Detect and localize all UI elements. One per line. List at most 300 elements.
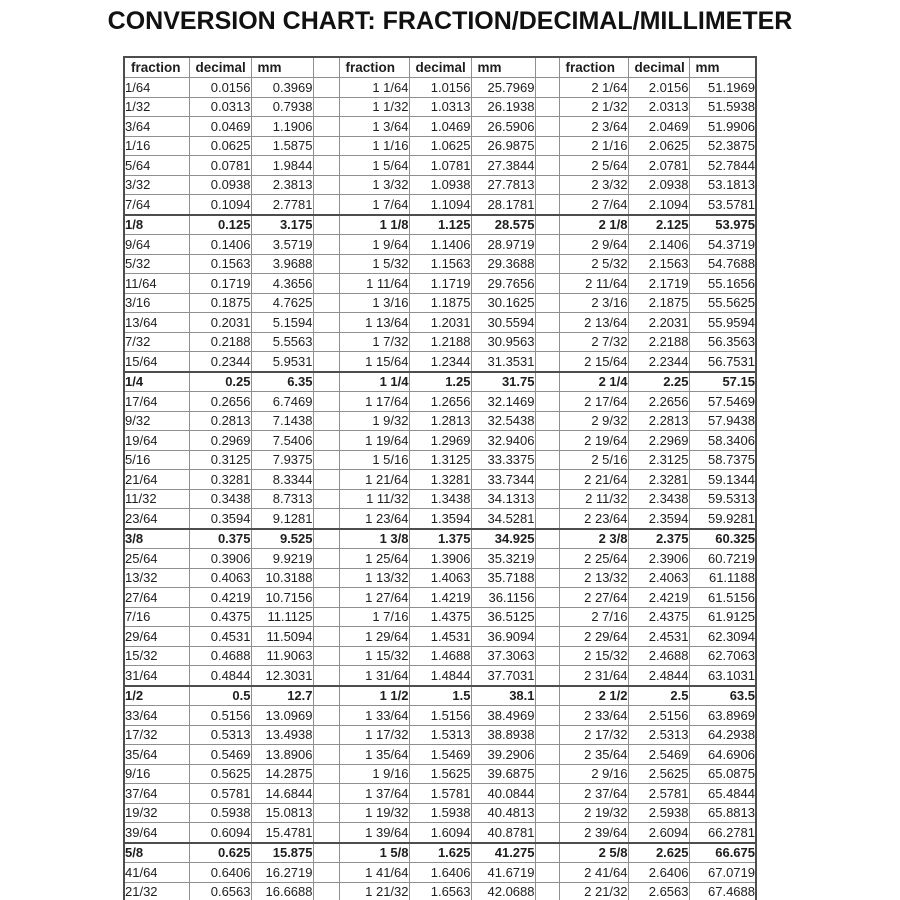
mm-cell: 67.0719 [689, 863, 756, 883]
fraction-cell: 2 37/64 [559, 784, 628, 804]
spacer-cell [535, 882, 559, 900]
conversion-table [123, 56, 757, 900]
decimal-cell: 0.2188 [189, 332, 251, 352]
fraction-cell: 3/32 [124, 175, 189, 195]
spacer-cell [313, 431, 339, 451]
mm-cell: 26.1938 [471, 97, 535, 117]
mm-cell: 30.1625 [471, 293, 535, 313]
spacer-cell [535, 823, 559, 843]
decimal-cell: 0.1875 [189, 293, 251, 313]
decimal-cell: 1.0469 [409, 117, 471, 137]
spacer-cell [535, 274, 559, 294]
spacer-cell [535, 392, 559, 412]
fraction-cell: 15/32 [124, 646, 189, 666]
decimal-cell: 2.2344 [628, 352, 689, 372]
column-header-fraction: fraction [339, 57, 409, 78]
fraction-cell: 7/64 [124, 195, 189, 215]
table-row [124, 588, 756, 608]
spacer-cell [313, 254, 339, 274]
table-row [124, 529, 756, 549]
decimal-cell: 2.4844 [628, 666, 689, 686]
decimal-cell: 0.4219 [189, 588, 251, 608]
decimal-cell: 2.3906 [628, 549, 689, 569]
fraction-cell: 2 39/64 [559, 823, 628, 843]
fraction-cell: 1 1/64 [339, 78, 409, 98]
decimal-cell: 0.25 [189, 372, 251, 392]
decimal-cell: 1.4063 [409, 568, 471, 588]
table-row [124, 156, 756, 176]
fraction-cell: 2 5/16 [559, 450, 628, 470]
spacer-cell [313, 136, 339, 156]
fraction-cell: 2 41/64 [559, 863, 628, 883]
mm-cell: 52.3875 [689, 136, 756, 156]
mm-cell: 57.9438 [689, 411, 756, 431]
decimal-cell: 1.0938 [409, 175, 471, 195]
mm-cell: 1.9844 [251, 156, 313, 176]
decimal-cell: 2.1094 [628, 195, 689, 215]
mm-cell: 8.3344 [251, 470, 313, 490]
mm-cell: 4.3656 [251, 274, 313, 294]
fraction-cell: 1 41/64 [339, 863, 409, 883]
mm-cell: 12.3031 [251, 666, 313, 686]
mm-cell: 30.5594 [471, 313, 535, 333]
table-row [124, 78, 756, 98]
fraction-cell: 2 17/32 [559, 725, 628, 745]
decimal-cell: 0.4531 [189, 627, 251, 647]
decimal-cell: 2.2969 [628, 431, 689, 451]
decimal-cell: 1.4375 [409, 607, 471, 627]
spacer-cell [535, 136, 559, 156]
decimal-cell: 2.5781 [628, 784, 689, 804]
mm-cell: 33.3375 [471, 450, 535, 470]
table-row [124, 803, 756, 823]
table-row [124, 489, 756, 509]
table-row [124, 293, 756, 313]
table-row [124, 136, 756, 156]
decimal-cell: 1.3594 [409, 509, 471, 529]
mm-cell: 38.1 [471, 686, 535, 706]
table-row [124, 392, 756, 412]
fraction-cell: 17/32 [124, 725, 189, 745]
column-header-mm: mm [251, 57, 313, 78]
fraction-cell: 2 5/8 [559, 843, 628, 863]
table-row [124, 568, 756, 588]
fraction-cell: 1 1/16 [339, 136, 409, 156]
fraction-cell: 2 21/32 [559, 882, 628, 900]
fraction-cell: 2 17/64 [559, 392, 628, 412]
mm-cell: 53.5781 [689, 195, 756, 215]
decimal-cell: 0.1406 [189, 235, 251, 255]
decimal-cell: 2.3594 [628, 509, 689, 529]
mm-cell: 7.1438 [251, 411, 313, 431]
table-row [124, 725, 756, 745]
mm-cell: 63.5 [689, 686, 756, 706]
spacer-cell [313, 293, 339, 313]
fraction-cell: 1 17/64 [339, 392, 409, 412]
mm-cell: 65.8813 [689, 803, 756, 823]
spacer-cell [313, 666, 339, 686]
decimal-cell: 0.6563 [189, 882, 251, 900]
fraction-cell: 1 35/64 [339, 745, 409, 765]
mm-cell: 52.7844 [689, 156, 756, 176]
fraction-cell: 1 3/8 [339, 529, 409, 549]
spacer-cell [535, 646, 559, 666]
fraction-cell: 2 27/64 [559, 588, 628, 608]
fraction-cell: 25/64 [124, 549, 189, 569]
decimal-cell: 1.5 [409, 686, 471, 706]
decimal-cell: 0.2031 [189, 313, 251, 333]
mm-cell: 15.0813 [251, 803, 313, 823]
mm-cell: 26.5906 [471, 117, 535, 137]
decimal-cell: 0.3125 [189, 450, 251, 470]
fraction-cell: 7/32 [124, 332, 189, 352]
fraction-cell: 5/8 [124, 843, 189, 863]
mm-cell: 2.7781 [251, 195, 313, 215]
decimal-cell: 1.0625 [409, 136, 471, 156]
fraction-cell: 2 19/32 [559, 803, 628, 823]
fraction-cell: 2 29/64 [559, 627, 628, 647]
fraction-cell: 1 3/32 [339, 175, 409, 195]
fraction-cell: 1 19/64 [339, 431, 409, 451]
mm-cell: 3.5719 [251, 235, 313, 255]
decimal-cell: 1.1719 [409, 274, 471, 294]
decimal-cell: 0.1563 [189, 254, 251, 274]
fraction-cell: 29/64 [124, 627, 189, 647]
table-row [124, 863, 756, 883]
mm-cell: 32.5438 [471, 411, 535, 431]
spacer-cell [535, 470, 559, 490]
mm-cell: 42.0688 [471, 882, 535, 900]
fraction-cell: 1 3/16 [339, 293, 409, 313]
mm-cell: 56.3563 [689, 332, 756, 352]
decimal-cell: 1.1563 [409, 254, 471, 274]
decimal-cell: 0.5 [189, 686, 251, 706]
mm-cell: 66.675 [689, 843, 756, 863]
mm-cell: 15.875 [251, 843, 313, 863]
mm-cell: 33.7344 [471, 470, 535, 490]
table-row [124, 175, 756, 195]
mm-cell: 31.3531 [471, 352, 535, 372]
fraction-cell: 2 3/32 [559, 175, 628, 195]
decimal-cell: 1.3125 [409, 450, 471, 470]
decimal-cell: 1.6563 [409, 882, 471, 900]
mm-cell: 61.5156 [689, 588, 756, 608]
spacer-cell [535, 78, 559, 98]
mm-cell: 40.0844 [471, 784, 535, 804]
fraction-cell: 3/64 [124, 117, 189, 137]
spacer-cell [535, 686, 559, 706]
table-row [124, 764, 756, 784]
spacer-cell [535, 411, 559, 431]
mm-cell: 11.5094 [251, 627, 313, 647]
fraction-cell: 2 3/64 [559, 117, 628, 137]
decimal-cell: 2.3125 [628, 450, 689, 470]
mm-cell: 15.4781 [251, 823, 313, 843]
decimal-cell: 1.1094 [409, 195, 471, 215]
spacer-cell [535, 509, 559, 529]
spacer-cell [313, 489, 339, 509]
spacer-cell [535, 156, 559, 176]
mm-cell: 61.1188 [689, 568, 756, 588]
fraction-cell: 9/64 [124, 235, 189, 255]
table-row [124, 646, 756, 666]
mm-cell: 9.1281 [251, 509, 313, 529]
table-row [124, 706, 756, 726]
decimal-cell: 1.5625 [409, 764, 471, 784]
mm-cell: 34.5281 [471, 509, 535, 529]
decimal-cell: 2.4531 [628, 627, 689, 647]
mm-cell: 54.3719 [689, 235, 756, 255]
fraction-cell: 1 5/32 [339, 254, 409, 274]
decimal-cell: 2.5938 [628, 803, 689, 823]
decimal-cell: 1.4531 [409, 627, 471, 647]
spacer-cell [535, 549, 559, 569]
fraction-cell: 1 39/64 [339, 823, 409, 843]
spacer-cell [535, 489, 559, 509]
table-row [124, 274, 756, 294]
decimal-cell: 0.0156 [189, 78, 251, 98]
spacer-cell [313, 745, 339, 765]
mm-cell: 13.4938 [251, 725, 313, 745]
decimal-cell: 2.3281 [628, 470, 689, 490]
mm-cell: 41.6719 [471, 863, 535, 883]
mm-cell: 8.7313 [251, 489, 313, 509]
decimal-cell: 1.5938 [409, 803, 471, 823]
decimal-cell: 1.2031 [409, 313, 471, 333]
spacer-cell [535, 843, 559, 863]
spacer-cell [313, 450, 339, 470]
spacer-cell [313, 392, 339, 412]
spacer-cell [313, 235, 339, 255]
mm-cell: 40.4813 [471, 803, 535, 823]
mm-cell: 37.3063 [471, 646, 535, 666]
decimal-cell: 1.375 [409, 529, 471, 549]
mm-cell: 10.3188 [251, 568, 313, 588]
fraction-cell: 2 1/8 [559, 215, 628, 235]
mm-cell: 27.7813 [471, 175, 535, 195]
mm-cell: 5.1594 [251, 313, 313, 333]
mm-cell: 10.7156 [251, 588, 313, 608]
table-row [124, 549, 756, 569]
decimal-cell: 1.0156 [409, 78, 471, 98]
mm-cell: 30.9563 [471, 332, 535, 352]
column-header-mm: mm [689, 57, 756, 78]
decimal-cell: 2.375 [628, 529, 689, 549]
header-row [124, 57, 756, 78]
spacer-cell [313, 97, 339, 117]
spacer-cell [313, 803, 339, 823]
fraction-cell: 21/64 [124, 470, 189, 490]
mm-cell: 38.8938 [471, 725, 535, 745]
fraction-cell: 1 1/32 [339, 97, 409, 117]
table-row [124, 117, 756, 137]
spacer-cell [535, 450, 559, 470]
mm-cell: 63.1031 [689, 666, 756, 686]
mm-cell: 39.6875 [471, 764, 535, 784]
spacer-cell [535, 293, 559, 313]
decimal-cell: 0.3281 [189, 470, 251, 490]
fraction-cell: 35/64 [124, 745, 189, 765]
spacer-cell [313, 725, 339, 745]
mm-cell: 14.6844 [251, 784, 313, 804]
spacer-cell [535, 352, 559, 372]
mm-cell: 28.9719 [471, 235, 535, 255]
fraction-cell: 1 31/64 [339, 666, 409, 686]
fraction-cell: 2 19/64 [559, 431, 628, 451]
decimal-cell: 0.6406 [189, 863, 251, 883]
fraction-cell: 1 11/64 [339, 274, 409, 294]
decimal-cell: 1.0781 [409, 156, 471, 176]
fraction-cell: 2 33/64 [559, 706, 628, 726]
decimal-cell: 0.2969 [189, 431, 251, 451]
mm-cell: 3.9688 [251, 254, 313, 274]
mm-cell: 61.9125 [689, 607, 756, 627]
fraction-cell: 1 5/64 [339, 156, 409, 176]
mm-cell: 41.275 [471, 843, 535, 863]
spacer-cell [313, 352, 339, 372]
spacer-cell [313, 863, 339, 883]
mm-cell: 0.3969 [251, 78, 313, 98]
fraction-cell: 2 31/64 [559, 666, 628, 686]
spacer-cell [313, 843, 339, 863]
mm-cell: 51.1969 [689, 78, 756, 98]
mm-cell: 27.3844 [471, 156, 535, 176]
fraction-cell: 1 9/32 [339, 411, 409, 431]
fraction-cell: 19/64 [124, 431, 189, 451]
mm-cell: 29.7656 [471, 274, 535, 294]
decimal-cell: 2.0781 [628, 156, 689, 176]
mm-cell: 53.1813 [689, 175, 756, 195]
fraction-cell: 2 9/16 [559, 764, 628, 784]
mm-cell: 62.7063 [689, 646, 756, 666]
fraction-cell: 11/32 [124, 489, 189, 509]
spacer-cell [535, 175, 559, 195]
fraction-cell: 1 7/64 [339, 195, 409, 215]
decimal-cell: 0.5156 [189, 706, 251, 726]
fraction-cell: 2 21/64 [559, 470, 628, 490]
fraction-cell: 1 7/32 [339, 332, 409, 352]
table-row [124, 352, 756, 372]
spacer-cell [313, 117, 339, 137]
mm-cell: 51.9906 [689, 117, 756, 137]
decimal-cell: 2.2188 [628, 332, 689, 352]
fraction-cell: 2 7/64 [559, 195, 628, 215]
spacer-cell [535, 57, 559, 78]
spacer-cell [313, 529, 339, 549]
decimal-cell: 1.2188 [409, 332, 471, 352]
mm-cell: 67.4688 [689, 882, 756, 900]
spacer-cell [535, 588, 559, 608]
mm-cell: 11.1125 [251, 607, 313, 627]
table-row [124, 745, 756, 765]
decimal-cell: 1.5781 [409, 784, 471, 804]
fraction-cell: 41/64 [124, 863, 189, 883]
decimal-cell: 0.3594 [189, 509, 251, 529]
spacer-cell [313, 175, 339, 195]
decimal-cell: 2.2813 [628, 411, 689, 431]
fraction-cell: 2 11/32 [559, 489, 628, 509]
table-row [124, 235, 756, 255]
fraction-cell: 39/64 [124, 823, 189, 843]
spacer-cell [313, 78, 339, 98]
decimal-cell: 0.4063 [189, 568, 251, 588]
page-title: CONVERSION CHART: FRACTION/DECIMAL/MILLIMETER [107, 7, 793, 35]
decimal-cell: 1.2656 [409, 392, 471, 412]
table-row [124, 195, 756, 215]
decimal-cell: 1.2344 [409, 352, 471, 372]
decimal-cell: 2.5469 [628, 745, 689, 765]
decimal-cell: 2.625 [628, 843, 689, 863]
fraction-cell: 1 23/64 [339, 509, 409, 529]
mm-cell: 4.7625 [251, 293, 313, 313]
fraction-cell: 2 9/32 [559, 411, 628, 431]
table-row [124, 509, 756, 529]
mm-cell: 57.5469 [689, 392, 756, 412]
spacer-cell [313, 549, 339, 569]
spacer-cell [535, 627, 559, 647]
mm-cell: 28.575 [471, 215, 535, 235]
decimal-cell: 0.1094 [189, 195, 251, 215]
mm-cell: 7.5406 [251, 431, 313, 451]
table-row [124, 332, 756, 352]
decimal-cell: 2.5313 [628, 725, 689, 745]
mm-cell: 9.9219 [251, 549, 313, 569]
conversion-table-body [124, 78, 756, 900]
fraction-cell: 27/64 [124, 588, 189, 608]
spacer-cell [313, 509, 339, 529]
spacer-cell [313, 823, 339, 843]
fraction-cell: 17/64 [124, 392, 189, 412]
spacer-cell [535, 313, 559, 333]
decimal-cell: 1.3438 [409, 489, 471, 509]
table-row [124, 627, 756, 647]
fraction-cell: 21/32 [124, 882, 189, 900]
decimal-cell: 2.4375 [628, 607, 689, 627]
fraction-cell: 2 1/2 [559, 686, 628, 706]
spacer-cell [535, 235, 559, 255]
decimal-cell: 2.125 [628, 215, 689, 235]
mm-cell: 28.1781 [471, 195, 535, 215]
mm-cell: 51.5938 [689, 97, 756, 117]
column-header-decimal: decimal [409, 57, 471, 78]
decimal-cell: 2.1406 [628, 235, 689, 255]
fraction-cell: 1 21/64 [339, 470, 409, 490]
table-row [124, 843, 756, 863]
spacer-cell [535, 706, 559, 726]
decimal-cell: 0.5469 [189, 745, 251, 765]
mm-cell: 31.75 [471, 372, 535, 392]
mm-cell: 64.2938 [689, 725, 756, 745]
fraction-cell: 9/32 [124, 411, 189, 431]
spacer-cell [535, 254, 559, 274]
mm-cell: 55.1656 [689, 274, 756, 294]
fraction-cell: 1/8 [124, 215, 189, 235]
spacer-cell [313, 215, 339, 235]
decimal-cell: 1.6094 [409, 823, 471, 843]
mm-cell: 1.5875 [251, 136, 313, 156]
mm-cell: 29.3688 [471, 254, 535, 274]
table-row [124, 686, 756, 706]
table-row [124, 313, 756, 333]
mm-cell: 13.0969 [251, 706, 313, 726]
mm-cell: 6.7469 [251, 392, 313, 412]
mm-cell: 7.9375 [251, 450, 313, 470]
mm-cell: 12.7 [251, 686, 313, 706]
fraction-cell: 1 1/4 [339, 372, 409, 392]
decimal-cell: 1.4844 [409, 666, 471, 686]
decimal-cell: 0.125 [189, 215, 251, 235]
fraction-cell: 2 5/64 [559, 156, 628, 176]
